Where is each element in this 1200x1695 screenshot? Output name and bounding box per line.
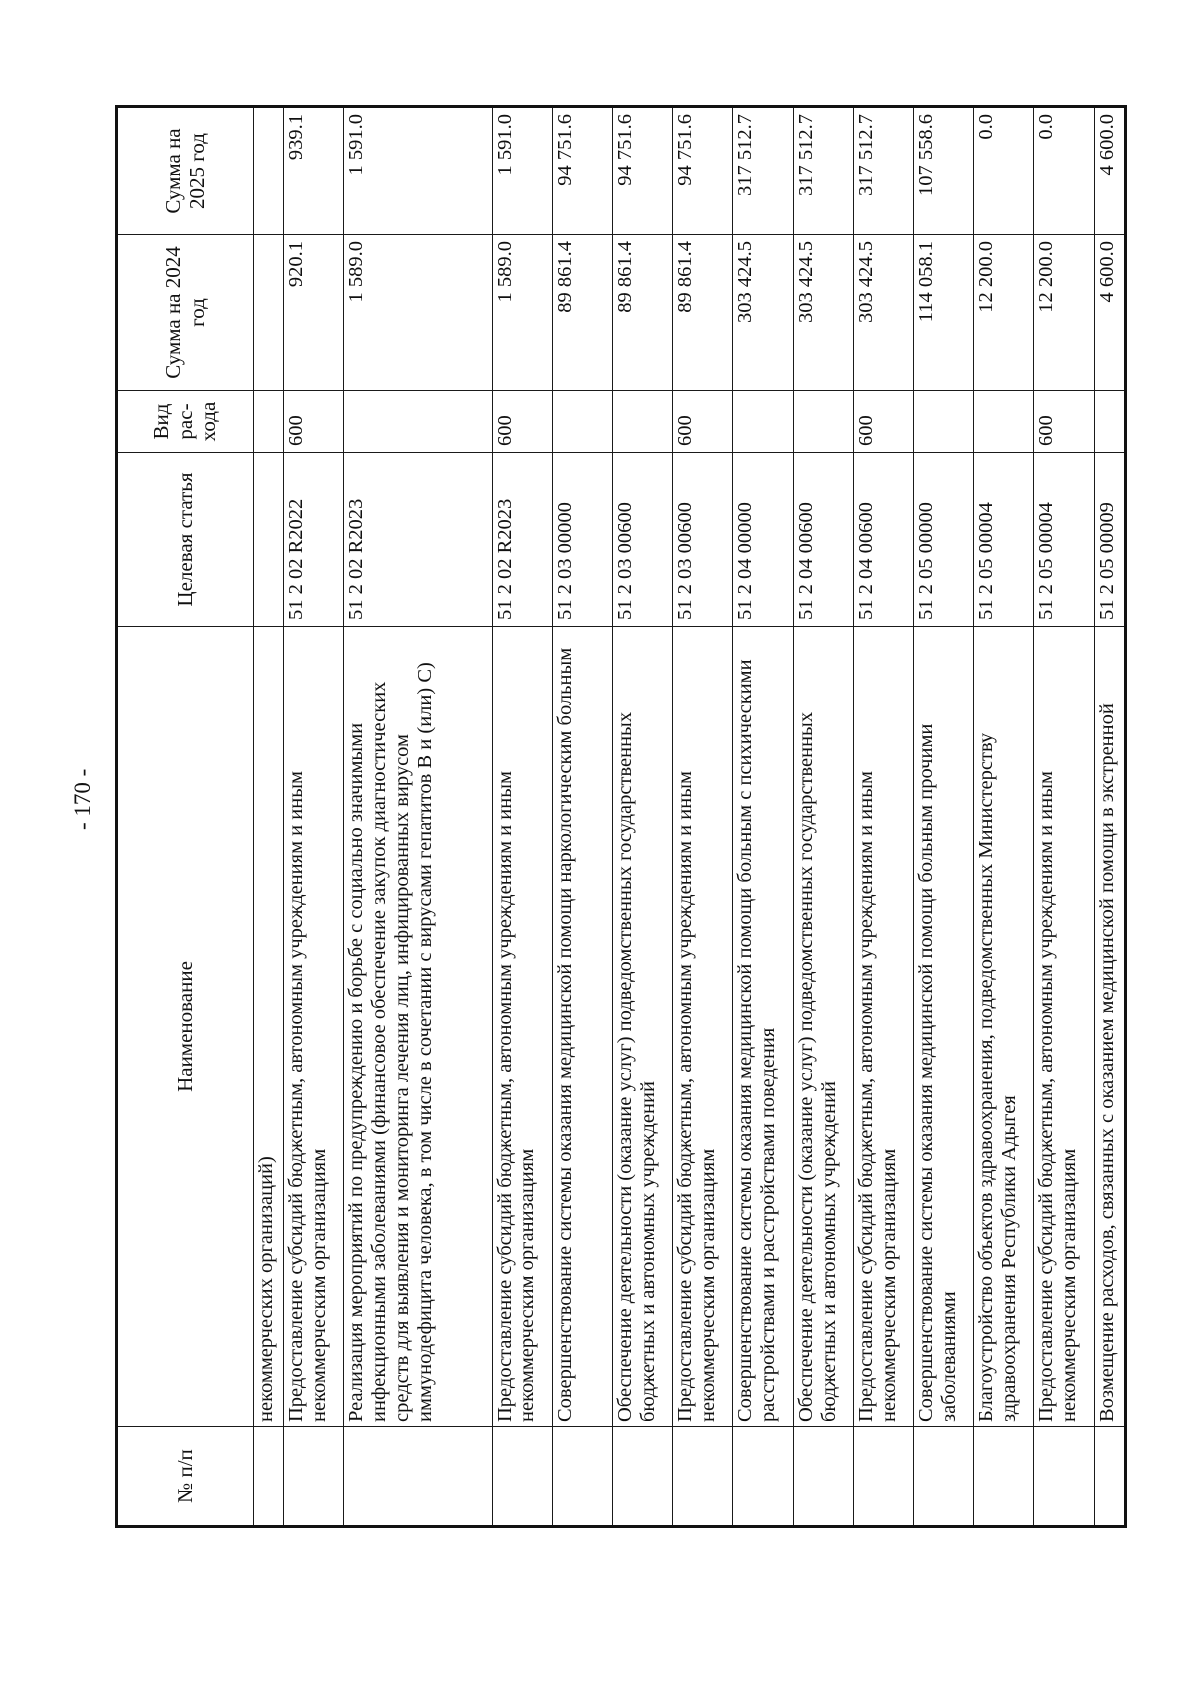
cell-sum-2025 bbox=[254, 107, 284, 235]
cell-target-article: 51 2 04 00000 bbox=[733, 453, 793, 627]
cell-name: Совершенствование системы оказания медицинской помощи наркологическим больным bbox=[552, 627, 612, 1427]
cell-target-article: 51 2 03 00600 bbox=[612, 453, 672, 627]
cell-sum-2024: 12 200.0 bbox=[974, 235, 1034, 391]
table-row bbox=[673, 107, 733, 1527]
cell-target-article: 51 2 03 00600 bbox=[673, 453, 733, 627]
cell-num bbox=[1034, 1427, 1094, 1527]
cell-target-article: 51 2 04 00600 bbox=[853, 453, 913, 627]
table-row bbox=[284, 107, 344, 1527]
cell-sum-2024: 89 861.4 bbox=[552, 235, 612, 391]
cell-name: Благоустройство объектов здравоохранения, подведомственных Министерству здравоохранения Республики Адыгея bbox=[974, 627, 1034, 1427]
cell-num bbox=[853, 1427, 913, 1527]
page-number: - 170 - bbox=[70, 768, 95, 830]
table-row bbox=[1094, 107, 1125, 1527]
header-code: Целевая статья bbox=[117, 453, 254, 627]
cell-name: Предоставление субсидий бюджетным, автономным учреждениям и иным некоммерческим организациям bbox=[492, 627, 552, 1427]
table-row bbox=[914, 107, 974, 1527]
cell-name: Совершенствование системы оказания медицинской помощи больным с психическими расстройствами и расстройствами поведения bbox=[733, 627, 793, 1427]
cell-sum-2025: 1 591.0 bbox=[492, 107, 552, 235]
cell-expense-type: 600 bbox=[492, 391, 552, 453]
cell-name: Обеспечение деятельности (оказание услуг) подведомственных государственных бюджетных и автономных учреждений bbox=[612, 627, 672, 1427]
table-row bbox=[733, 107, 793, 1527]
cell-sum-2024: 1 589.0 bbox=[492, 235, 552, 391]
table-row bbox=[552, 107, 612, 1527]
cell-expense-type bbox=[344, 391, 492, 453]
cell-sum-2025: 939.1 bbox=[284, 107, 344, 235]
cell-sum-2024: 89 861.4 bbox=[612, 235, 672, 391]
cell-num bbox=[612, 1427, 672, 1527]
table-row bbox=[254, 107, 284, 1527]
cell-sum-2024: 114 058.1 bbox=[914, 235, 974, 391]
cell-sum-2024: 89 861.4 bbox=[673, 235, 733, 391]
table-row bbox=[492, 107, 552, 1527]
cell-num bbox=[552, 1427, 612, 1527]
cell-sum-2024: 1 589.0 bbox=[344, 235, 492, 391]
cell-name: Предоставление субсидий бюджетным, автономным учреждениям и иным некоммерческим организациям bbox=[1034, 627, 1094, 1427]
header-sum-2025: Сумма на 2025 год bbox=[117, 107, 254, 235]
cell-num bbox=[284, 1427, 344, 1527]
cell-sum-2024: 4 600.0 bbox=[1094, 235, 1125, 391]
cell-sum-2024: 12 200.0 bbox=[1034, 235, 1094, 391]
cell-sum-2024: 303 424.5 bbox=[853, 235, 913, 391]
cell-expense-type: 600 bbox=[853, 391, 913, 453]
cell-num bbox=[974, 1427, 1034, 1527]
header-sum-2024: Сумма на 2024 год bbox=[117, 235, 254, 391]
table-row bbox=[853, 107, 913, 1527]
cell-sum-2025: 1 591.0 bbox=[344, 107, 492, 235]
cell-num bbox=[733, 1427, 793, 1527]
cell-expense-type: 600 bbox=[1034, 391, 1094, 453]
cell-num bbox=[793, 1427, 853, 1527]
cell-num bbox=[914, 1427, 974, 1527]
cell-expense-type bbox=[974, 391, 1034, 453]
cell-name: Совершенствование системы оказания медицинской помощи больным прочими заболеваниями bbox=[914, 627, 974, 1427]
cell-sum-2025: 107 558.6 bbox=[914, 107, 974, 235]
cell-target-article: 51 2 03 00000 bbox=[552, 453, 612, 627]
cell-name: Реализация мероприятий по предупреждению и борьбе с социально значимыми инфекционными заболеваниями (финансовое обеспечение закупок диагностических средств для выявления и мониторинга лечения лиц, инфицированных вирусом иммунодефицита человека, в том числе в сочетании с вирусами гепатитов В и (или) С) bbox=[344, 627, 492, 1427]
cell-sum-2025: 4 600.0 bbox=[1094, 107, 1125, 235]
header-num: № п/п bbox=[117, 1427, 254, 1527]
cell-name: Предоставление субсидий бюджетным, автономным учреждениям и иным некоммерческим организациям bbox=[853, 627, 913, 1427]
cell-expense-type bbox=[552, 391, 612, 453]
cell-expense-type bbox=[1094, 391, 1125, 453]
cell-sum-2024: 303 424.5 bbox=[733, 235, 793, 391]
cell-target-article: 51 2 05 00000 bbox=[914, 453, 974, 627]
table-row bbox=[612, 107, 672, 1527]
cell-name: Возмещение расходов, связанных с оказанием медицинской помощи в экстренной bbox=[1094, 627, 1125, 1427]
cell-target-article: 51 2 02 R2023 bbox=[344, 453, 492, 627]
table-row bbox=[1034, 107, 1094, 1527]
cell-sum-2025: 317 512.7 bbox=[853, 107, 913, 235]
cell-num bbox=[673, 1427, 733, 1527]
cell-target-article: 51 2 05 00009 bbox=[1094, 453, 1125, 627]
cell-sum-2025: 94 751.6 bbox=[673, 107, 733, 235]
cell-target-article bbox=[254, 453, 284, 627]
cell-expense-type: 600 bbox=[673, 391, 733, 453]
table-row bbox=[793, 107, 853, 1527]
cell-sum-2025: 94 751.6 bbox=[612, 107, 672, 235]
cell-target-article: 51 2 02 R2023 bbox=[492, 453, 552, 627]
cell-expense-type bbox=[733, 391, 793, 453]
cell-sum-2025: 317 512.7 bbox=[733, 107, 793, 235]
cell-num bbox=[254, 1427, 284, 1527]
cell-name: Предоставление субсидий бюджетным, автономным учреждениям и иным некоммерческим организациям bbox=[673, 627, 733, 1427]
cell-expense-type: 600 bbox=[284, 391, 344, 453]
header-kind: Вид рас- хода bbox=[117, 391, 254, 453]
budget-table-rotated bbox=[115, 108, 1127, 1528]
cell-expense-type bbox=[914, 391, 974, 453]
cell-expense-type bbox=[793, 391, 853, 453]
cell-sum-2025: 94 751.6 bbox=[552, 107, 612, 235]
cell-target-article: 51 2 02 R2022 bbox=[284, 453, 344, 627]
table-row bbox=[974, 107, 1034, 1527]
cell-sum-2024 bbox=[254, 235, 284, 391]
cell-expense-type bbox=[612, 391, 672, 453]
cell-expense-type bbox=[254, 391, 284, 453]
header-name: Наименование bbox=[117, 627, 254, 1427]
cell-target-article: 51 2 05 00004 bbox=[1034, 453, 1094, 627]
cell-num bbox=[492, 1427, 552, 1527]
cell-sum-2025: 0.0 bbox=[974, 107, 1034, 235]
cell-sum-2024: 920.1 bbox=[284, 235, 344, 391]
cell-target-article: 51 2 04 00600 bbox=[793, 453, 853, 627]
cell-sum-2024: 303 424.5 bbox=[793, 235, 853, 391]
cell-num bbox=[1094, 1427, 1125, 1527]
cell-sum-2025: 0.0 bbox=[1034, 107, 1094, 235]
budget-table bbox=[115, 105, 1127, 1528]
cell-target-article: 51 2 05 00004 bbox=[974, 453, 1034, 627]
cell-name: Обеспечение деятельности (оказание услуг) подведомственных государственных бюджетных и автономных учреждений bbox=[793, 627, 853, 1427]
table-row bbox=[344, 107, 492, 1527]
header-row bbox=[117, 107, 254, 1527]
cell-name: некоммерческих организаций) bbox=[254, 627, 284, 1427]
cell-sum-2025: 317 512.7 bbox=[793, 107, 853, 235]
cell-num bbox=[344, 1427, 492, 1527]
cell-name: Предоставление субсидий бюджетным, автономным учреждениям и иным некоммерческим организациям bbox=[284, 627, 344, 1427]
